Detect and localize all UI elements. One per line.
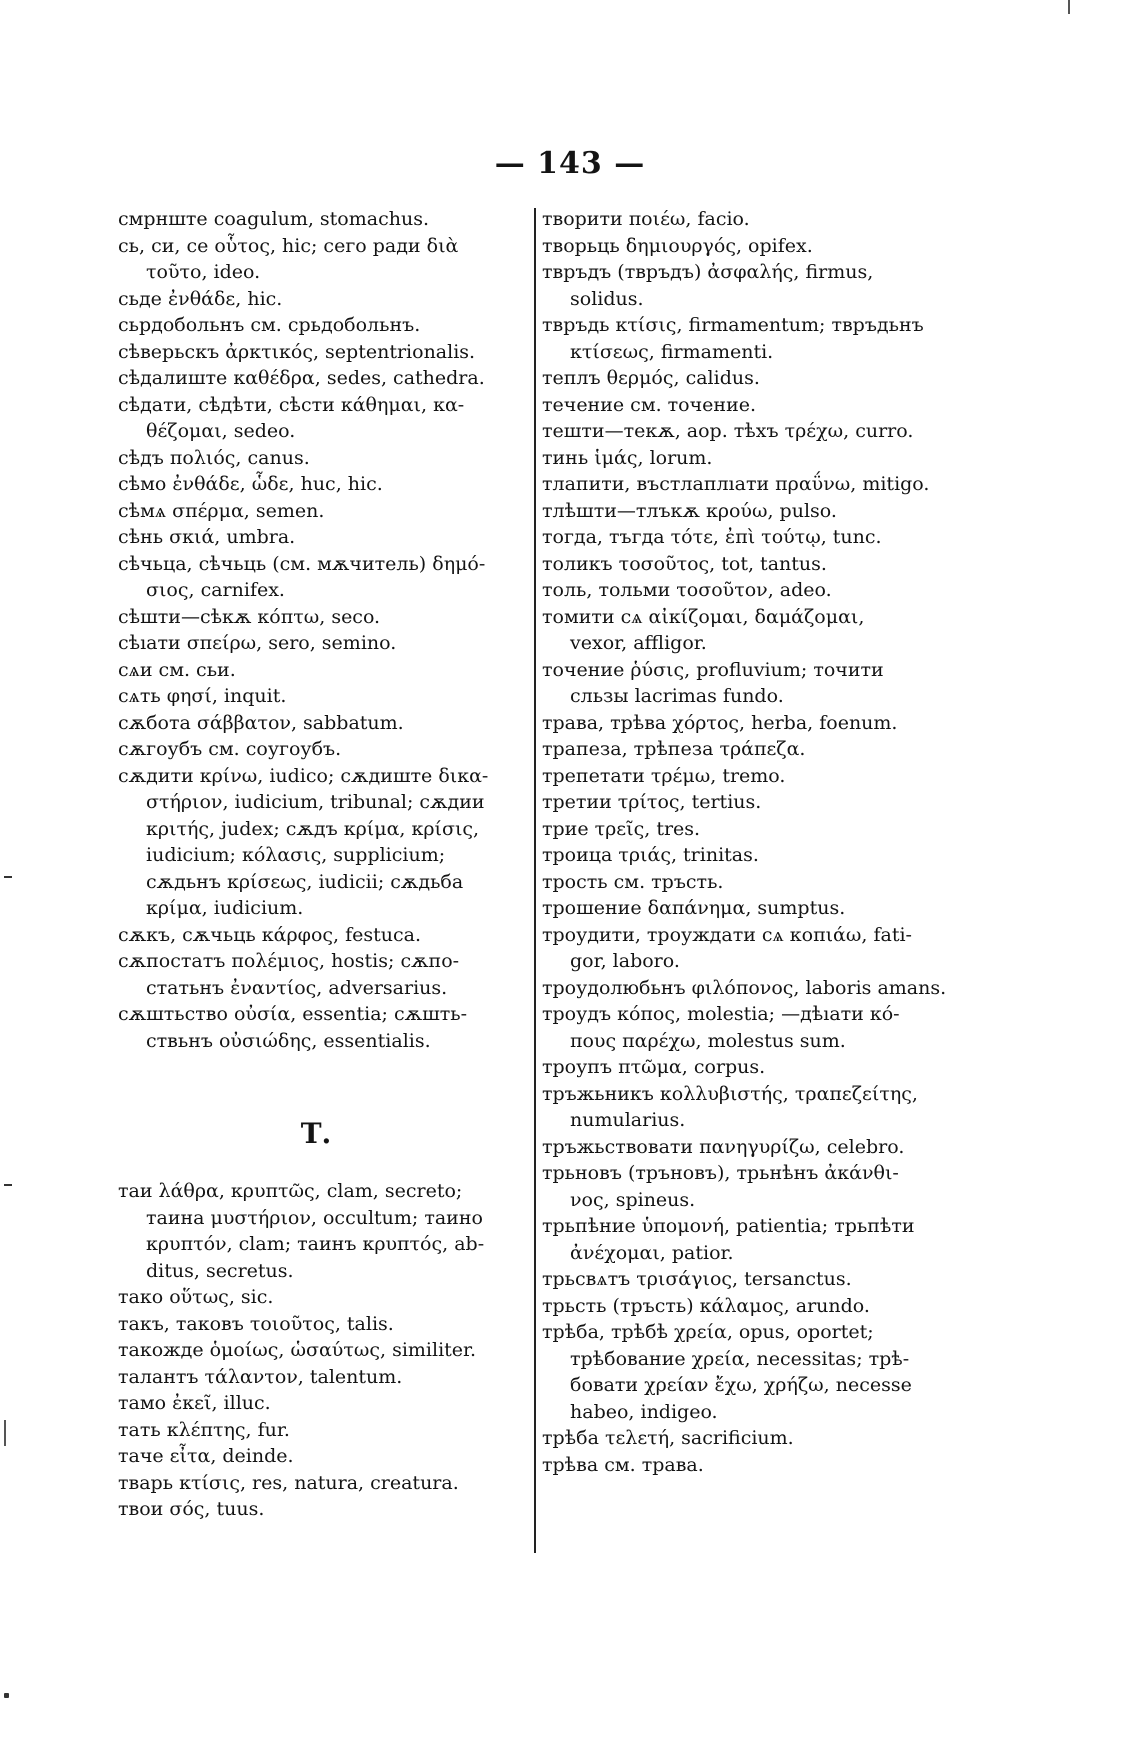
dictionary-line: тръжьникъ κολλυβιστής, τραπεζείτης, bbox=[542, 1082, 918, 1105]
dictionary-line: сѧи см. сьи. bbox=[118, 658, 236, 681]
dictionary-line: трѣва см. трава. bbox=[542, 1453, 704, 1476]
dictionary-line: такожде ὁμοίως, ὡσαύτως, similiter. bbox=[118, 1339, 477, 1361]
edge-tick bbox=[4, 1420, 6, 1446]
dictionary-line: томити сѧ αἰκίζομαι, δαμάζομαι, bbox=[542, 605, 865, 628]
dictionary-line: тварь κτίσις, res, natura, creatura. bbox=[118, 1471, 459, 1494]
dictionary-line: στήριον, iudicium, tribunal; сѫдии bbox=[146, 791, 485, 813]
dictionary-line: сѧть φησί, inquit. bbox=[118, 685, 287, 707]
dictionary-line: такъ, таковъ τοιοῦτος, talis. bbox=[118, 1312, 394, 1335]
dictionary-line: трепетати τρέμω, tremo. bbox=[542, 764, 786, 787]
dictionary-line: тако οὕτως, sic. bbox=[118, 1286, 274, 1308]
dictionary-line: ditus, secretus. bbox=[146, 1259, 294, 1282]
dictionary-line: vexor, affligor. bbox=[570, 632, 707, 654]
right-column bbox=[542, 206, 947, 1478]
dictionary-line: сѫкъ, сѫчьць κάρφος, festuca. bbox=[118, 923, 422, 946]
margin-mark bbox=[4, 1184, 12, 1186]
dictionary-line: таи λάθρα, κρυπτῶς, clam, secreto; bbox=[118, 1180, 463, 1202]
dictionary-line: тлапити, въстлаплıати πραΰνω, mitigo. bbox=[542, 473, 930, 495]
dictionary-line: твои σός, tuus. bbox=[118, 1498, 265, 1520]
dictionary-line: сѣıати σπείρω, sero, semino. bbox=[118, 632, 397, 654]
dictionary-line: трьпѣние ὑπομονή, patientia; трьпѣти bbox=[542, 1215, 915, 1237]
dictionary-line: κτίσεως, firmamenti. bbox=[570, 340, 774, 363]
dictionary-line: троупъ πτῶμα, corpus. bbox=[542, 1056, 766, 1078]
dictionary-line: тать κλέπτης, fur. bbox=[118, 1418, 290, 1441]
dictionary-line: κριτής, judex; сѫдъ κρίμα, κρίσις, bbox=[146, 817, 480, 840]
dictionary-line: трьсвѧтъ τρισάγιος, tersanctus. bbox=[542, 1268, 852, 1290]
dictionary-line: iudicium; κόλασις, supplicium; bbox=[146, 844, 446, 866]
scan-dot bbox=[4, 1693, 9, 1698]
dictionary-line: толикъ τοσοῦτος, tot, tantus. bbox=[542, 552, 827, 575]
dictionary-line: троица τριάς, trinitas. bbox=[542, 844, 759, 866]
dictionary-line: ствьнъ οὐσιώδης, essentialis. bbox=[146, 1029, 431, 1052]
dictionary-line: тогда, тъгда τότε, ἐπὶ τούτῳ, tunc. bbox=[542, 526, 882, 548]
dictionary-line: твръдъ (твръдъ) ἀσφαλής, firmus, bbox=[542, 261, 874, 283]
dictionary-line: сѫдити κρίνω, iudico; сѫдиште δικα- bbox=[118, 764, 489, 787]
dictionary-line: сь, си, се οὗτος, hic; сего ради διὰ bbox=[118, 234, 459, 257]
dictionary-line: смрнште coagulum, stomachus. bbox=[118, 208, 429, 230]
dictionary-line: точение ῥύσις, profluvium; точити bbox=[542, 658, 884, 681]
margin-mark bbox=[4, 876, 12, 878]
dictionary-line: творити ποιέω, facio. bbox=[542, 208, 750, 230]
dictionary-line: трѣба, трѣбѣ χρεία, opus, oportet; bbox=[542, 1321, 874, 1343]
dictionary-line: теплъ θερμός, calidus. bbox=[542, 367, 760, 389]
dictionary-line: трьсть (тръсть) κάλαμος, arundo. bbox=[542, 1294, 870, 1317]
dictionary-line: сѫбота σάββατον, sabbatum. bbox=[118, 711, 404, 734]
dictionary-line: σιος, carnifex. bbox=[146, 579, 285, 601]
dictionary-line: трѣба τελετή, sacrificium. bbox=[542, 1427, 794, 1449]
dictionary-line: сѣдалиште καθέδρα, sedes, cathedra. bbox=[118, 367, 485, 389]
dictionary-line: творьць δημιουργός, opifex. bbox=[542, 234, 813, 257]
dictionary-line: трапеза, трѣпеза τράπεζα. bbox=[542, 738, 806, 760]
dictionary-line: тамо ἐκεῖ, illuc. bbox=[118, 1392, 271, 1414]
dictionary-line: течение см. точение. bbox=[542, 393, 757, 416]
dictionary-line: сѣверьскъ ἀρκτικός, septentrionalis. bbox=[118, 340, 476, 363]
dictionary-line: трие τρεῖς, tres. bbox=[542, 817, 701, 840]
dictionary-line: сѣчьца, сѣчьць (см. мѫчитель) δημό- bbox=[118, 552, 486, 575]
dictionary-line: трьновъ (тръновъ), трьнѣнъ ἀκάνθι- bbox=[542, 1162, 899, 1184]
dictionary-line: сьрдобольнъ см. срьдобольнъ. bbox=[118, 314, 421, 336]
dictionary-line: тинь ἱμάς, lorum. bbox=[542, 446, 713, 469]
dictionary-line: троудолюбьнъ φιλόπονος, laboris amans. bbox=[542, 976, 947, 999]
dictionary-line: таина μυστήριον, occultum; таино bbox=[146, 1206, 483, 1229]
dictionary-line: третии τρίτος, tertius. bbox=[542, 791, 762, 813]
dictionary-line: сѣшти—сѣкѫ κόπτω, seco. bbox=[118, 605, 381, 628]
dictionary-line: сѣмѧ σπέρμα, semen. bbox=[118, 499, 325, 522]
dictionary-line: πους παρέχω, molestus sum. bbox=[570, 1029, 846, 1052]
dictionary-line: сльзы lacrimas fundo. bbox=[570, 685, 784, 707]
dictionary-line: κρυπτόν, clam; таинъ κρυπτός, ab- bbox=[146, 1233, 485, 1255]
dictionary-line: τοῦτο, ideo. bbox=[146, 261, 261, 283]
dictionary-line: троудити, троуждати сѧ κοπιάω, fati- bbox=[542, 923, 912, 946]
dictionary-line: сьде ἐνθάδε, hic. bbox=[118, 287, 283, 310]
dictionary-line: толь, тольми τοσοῦτον, adeo. bbox=[542, 579, 832, 601]
dictionary-line: solidus. bbox=[570, 287, 644, 310]
dictionary-line: θέζομαι, sedeo. bbox=[146, 420, 296, 442]
edge-tick bbox=[1068, 0, 1070, 14]
dictionary-line: трѣбование χρεία, necessitas; трѣ- bbox=[570, 1347, 910, 1370]
dictionary-line: тлѣшти—тлъкѫ κρούω, pulso. bbox=[542, 499, 837, 522]
dictionary-line: сѣдъ πολιός, canus. bbox=[118, 446, 310, 469]
dictionary-line: сѫдьнъ κρίσεως, iudicii; сѫдьба bbox=[146, 870, 464, 893]
left-column-continued bbox=[118, 1178, 514, 1523]
dictionary-line: gor, laboro. bbox=[570, 950, 680, 972]
dictionary-line: трошение δαπάνημα, sumptus. bbox=[542, 897, 846, 919]
dictionary-line: ἀνέχομαι, patior. bbox=[570, 1241, 734, 1264]
dictionary-line: таче εἶτα, deinde. bbox=[118, 1445, 294, 1467]
dictionary-line: бовати χρείαν ἔχω, χρήζω, necesse bbox=[570, 1374, 912, 1396]
dictionary-line: тръжьствовати πανηγυρίζω, celebro. bbox=[542, 1135, 905, 1158]
dictionary-line: сѣдати, сѣдѣти, сѣсти κάθημαι, κα- bbox=[118, 393, 465, 416]
dictionary-line: κρίμα, iudicium. bbox=[146, 897, 304, 919]
dictionary-line: νος, spineus. bbox=[570, 1188, 696, 1211]
dictionary-line: сѫгоубъ см. соугоубъ. bbox=[118, 738, 342, 760]
dictionary-line: трава, трѣва χόρτος, herba, foenum. bbox=[542, 711, 898, 734]
left-column bbox=[118, 206, 514, 1054]
dictionary-line: троудъ κόπος, molestia; —дѣıати κό- bbox=[542, 1003, 900, 1025]
dictionary-line: habeo, indigeo. bbox=[570, 1400, 718, 1423]
section-letter-heading: Т. bbox=[300, 1117, 332, 1150]
dictionary-line: тешти—текѫ, аор. тѣхъ τρέχω, curro. bbox=[542, 420, 914, 442]
column-divider bbox=[534, 208, 536, 1553]
dictionary-line: сѫштьство οὐσία, essentia; сѫшть- bbox=[118, 1003, 468, 1025]
dictionary-line: трость см. тръсть. bbox=[542, 870, 724, 893]
dictionary-line: numularius. bbox=[570, 1109, 686, 1131]
dictionary-line: сѣмо ἐνθάδε, ὧδε, huc, hic. bbox=[118, 473, 383, 495]
dictionary-line: сѫпостатъ πολέμιος, hostis; сѫпо- bbox=[118, 950, 460, 972]
dictionary-line: статьнъ ἐναντίος, adversarius. bbox=[146, 976, 448, 999]
dictionary-line: твръдь κτίσις, firmamentum; твръдьнъ bbox=[542, 314, 924, 336]
dictionary-line: сѣнь σκιά, umbra. bbox=[118, 526, 296, 548]
page-number: — 143 — bbox=[494, 146, 646, 181]
dictionary-line: талантъ τάλαντον, talentum. bbox=[118, 1365, 403, 1388]
